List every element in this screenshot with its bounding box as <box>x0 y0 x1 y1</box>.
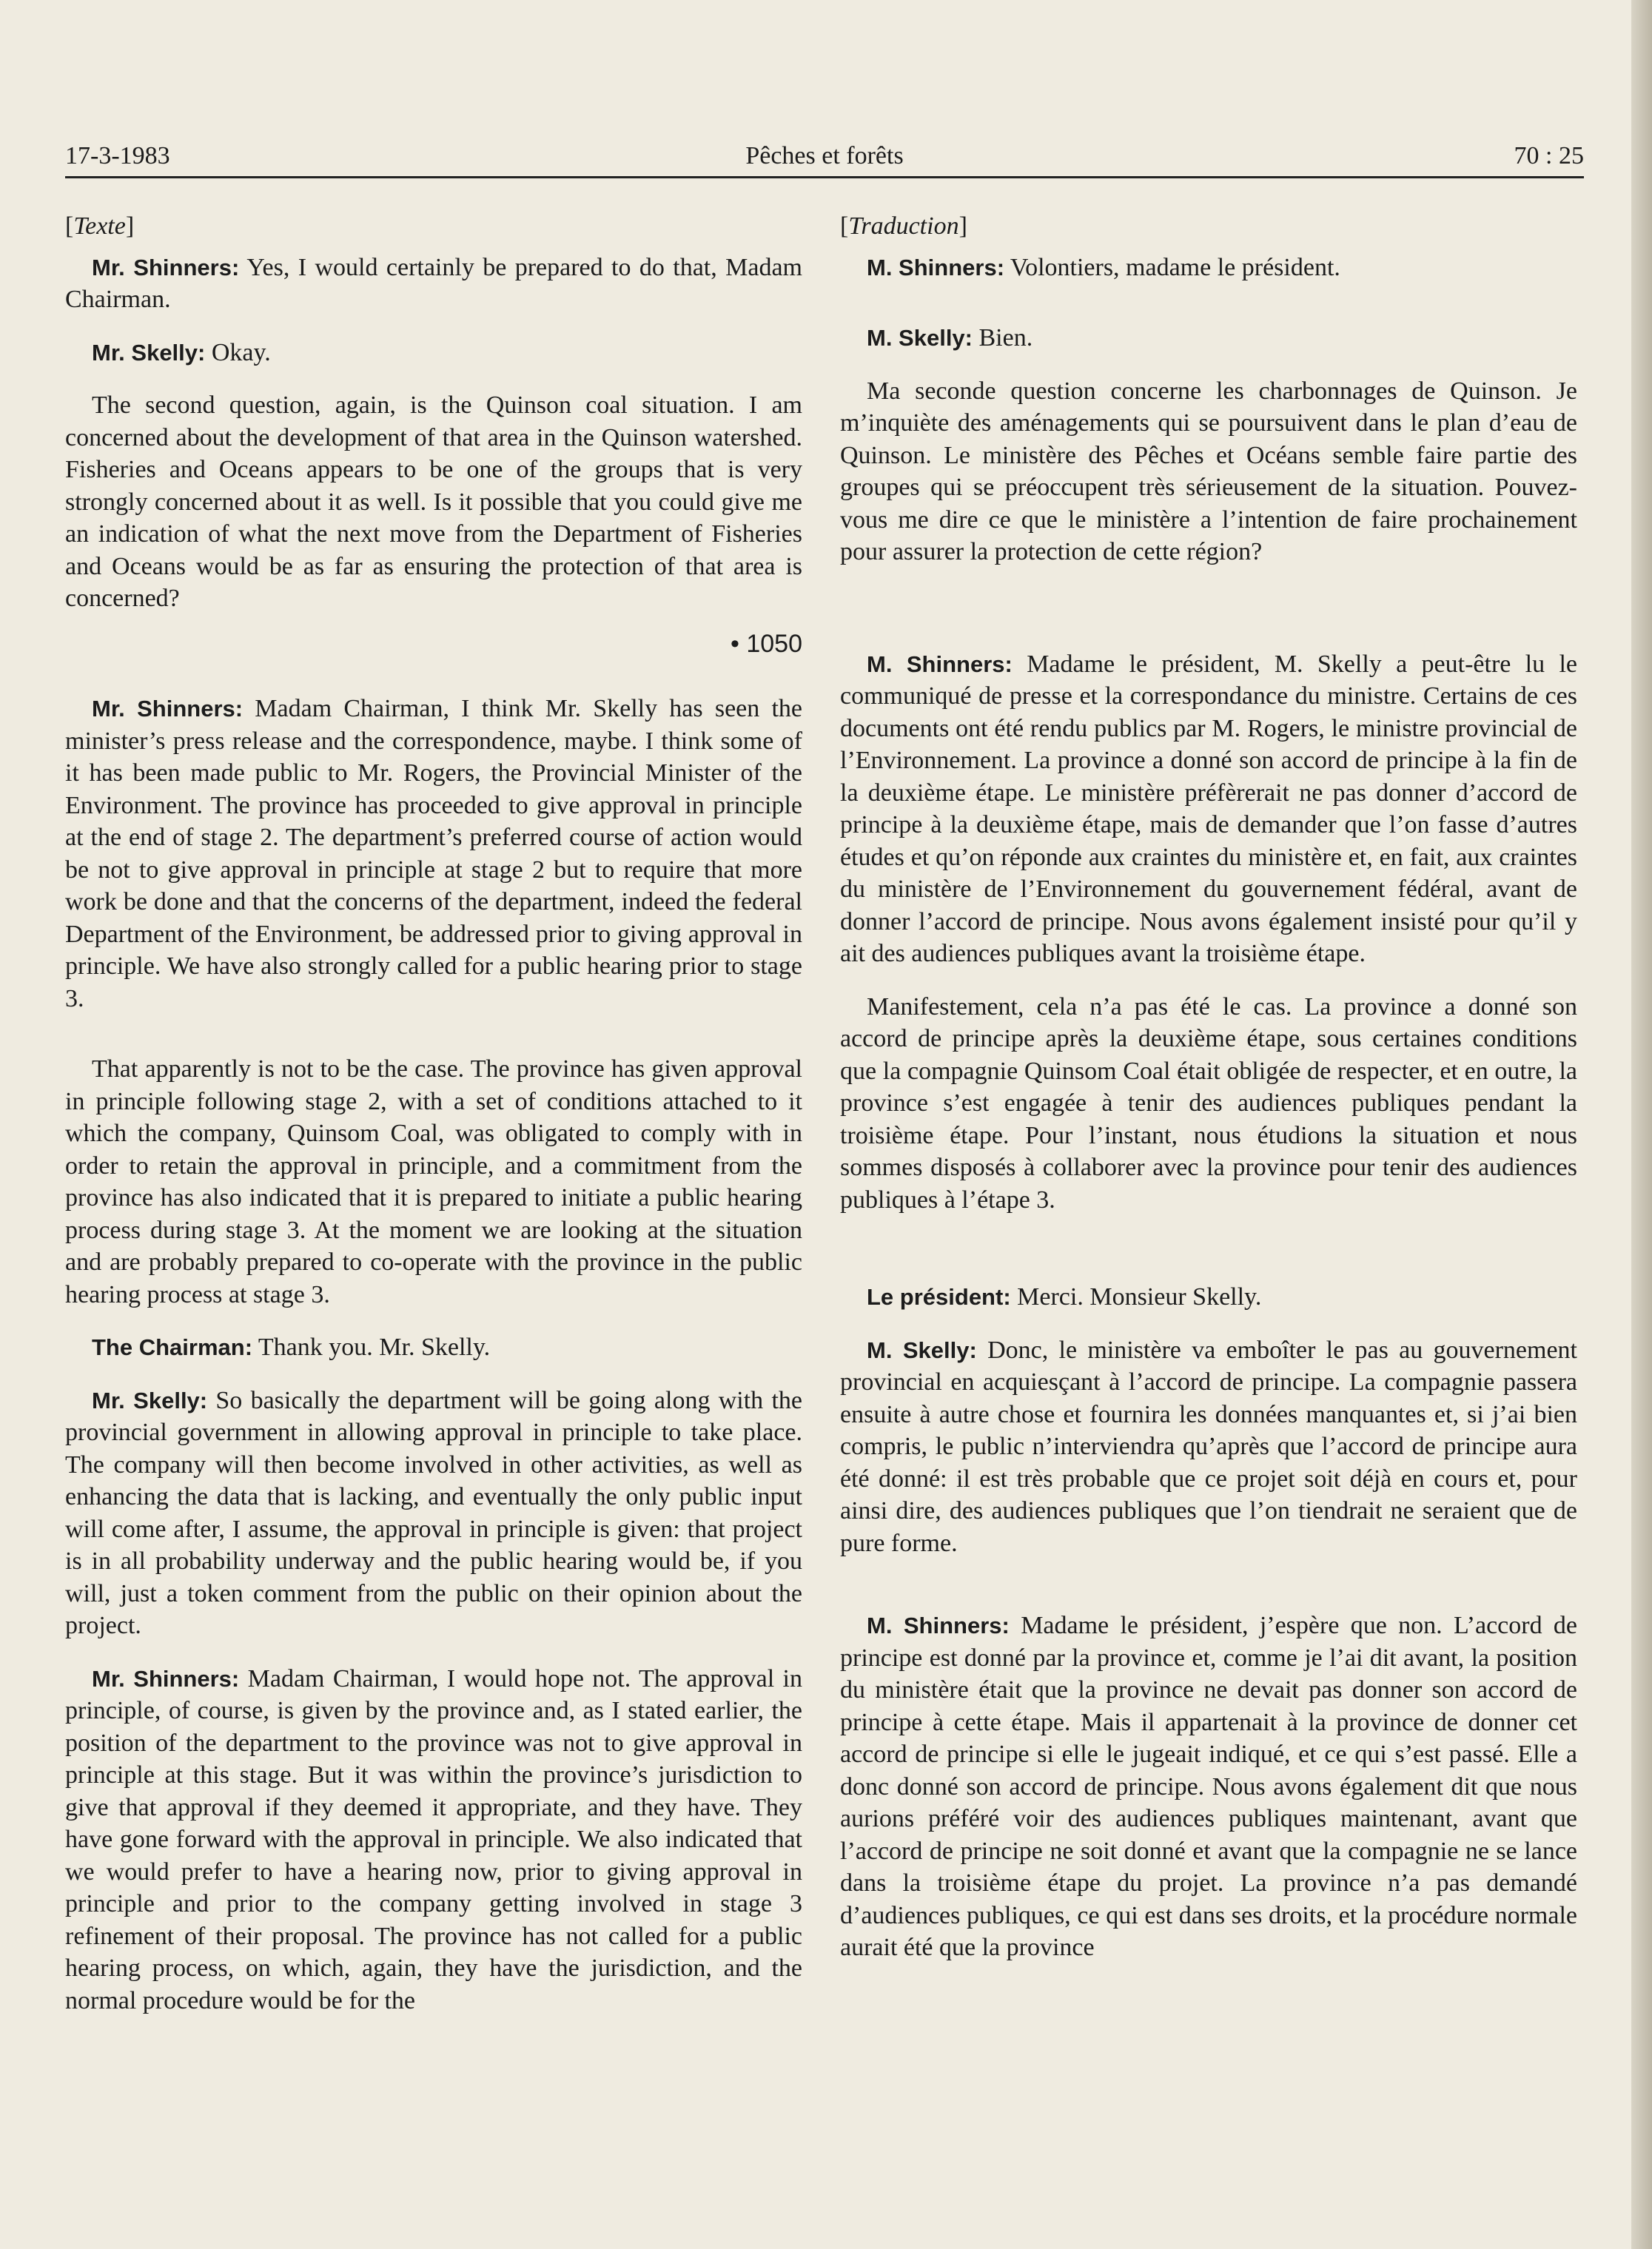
paragraph: Mr. Skelly: So basically the department will be going along with the provincial government in allowing approval in principle to take place. The company will then become involved in other activities, as well as enhancing the data that is lacking, and eventually the only public input will come after, I assume, the approval in principle is given: that project is in all probability underway and the public hearing would be, if you will, just a token comment from the public on their opinion about the project. <box>65 1386 802 1639</box>
paragraph: The second question, again, is the Quinson coal situation. I am concerned about the development of that area in the Quinson watershed. Fisheries and Oceans appears to be one of the groups that is very strongly concerned about it as well. Is it possible that you could give me an indication of what the next move from the Department of Fisheries and Oceans would be as far as ensuring the protection of that area is concerned? <box>65 391 802 612</box>
paragraph: M. Shinners: Volontiers, madame le président. <box>867 253 1340 281</box>
header-date: 17-3-1983 <box>65 142 170 169</box>
paragraph: Ma seconde question concerne les charbonnages de Quinson. Je m’inquiète des aménagements qui se poursuivent dans le plan d’eau de Quinson. Le ministère des Pêches et Océans semble faire partie des groupes qui se préoccupent très sérieusement de la situation. Pouvez-vous me dire ce que le ministère a l’intention de faire prochainement pour assurer la protection de cette région? <box>840 377 1577 565</box>
section-label-right: [Traduction] <box>840 212 967 240</box>
paragraph: M. Shinners: Madame le président, j’espère que non. L’accord de principe est donné par la province et, comme je l’ai dit avant, la position du ministère était que la province ne devait pas donner son accord de principe à cette étape. Mais il appartenait à la province de donner cet accord de principe si elle le jugeait indiqué, et ce qui s’est passé. Elle a donc donné son accord de principe. Nous avons également dit que nous aurions préféré voir des audiences publiques maintenant, avant que l’accord de principe ne soit donné et avant que la compagnie ne se lance dans la troisième étape du projet. La province n’a pas demandé d’audiences publiques, ce qui est dans ses droits, et la procédure normale aurait été que la province <box>840 1612 1577 1961</box>
column-french <box>840 210 1577 1985</box>
paragraph: Mr. Skelly: Okay. <box>92 338 271 366</box>
paragraph: Manifestement, cela n’a pas été le cas. La province a donné son accord de principe après la deuxième étape, sous certaines conditions que la compagnie Quinsom Coal était obligée de respecter, et en outre, la province s’est engagée à tenir des audiences publiques pendant la troisième étape. Pour l’instant, nous étudions la situation et nous sommes disposés à collaborer avec la province pour tenir des audiences publiques à l’étape 3. <box>840 992 1577 1214</box>
paragraph: M. Skelly: Bien. <box>867 324 1033 352</box>
paragraph: Le président: Merci. Monsieur Skelly. <box>867 1283 1262 1311</box>
header-title: Pêches et forêts <box>745 142 904 169</box>
section-label-left: [Texte] <box>65 212 135 240</box>
paragraph: Mr. Shinners: Madam Chairman, I think Mr. Skelly has seen the minister’s press release and the correspondence, maybe. I think some of it has been made public to Mr. Rogers, the Provincial Minister of the Environment. The province has proceeded to give approval in principle at the end of stage 2. The department’s preferred course of action would be not to give approval in principle at stage 2 but to require that more work be done and that the concerns of the department, indeed the federal Department of the Environment, be addressed prior to giving approval in principle. We have also strongly called for a public hearing prior to stage 3. <box>65 695 802 1012</box>
paragraph: That apparently is not to be the case. The province has given approval in principle following stage 2, with a set of conditions attached to it which the company, Quinsom Coal, was obligated to comply with in order to retain the approval in principle, and a commitment from the province has also indicated that it is prepared to initiate a public hearing process during stage 3. At the moment we are looking at the situation and are probably prepared to co-operate with the province in the public hearing process at stage 3. <box>65 1055 802 1308</box>
header-page-number: 70 : 25 <box>1514 142 1584 169</box>
paragraph: M. Shinners: Madame le président, M. Skelly a peut-être lu le communiqué de presse et la correspondance du ministre. Certains de ces documents ont été rendu publics par M. Rogers, le ministre provincial de l’Environnement. La province a donné son accord de principe à la fin de la deuxième étape. Le ministère préfèrerait ne pas donner d’accord de principe à la deuxième étape, mais de demander que l’on fasse d’autres études et qu’on réponde aux craintes du ministère et, en fait, aux craintes du ministère de l’Environnement du gouvernement fédéral, avant de donner l’accord de principe. Nous avons également insisté pour qu’il y ait des audiences publiques avant la troisième étape. <box>840 650 1578 967</box>
paragraph: Mr. Shinners: Yes, I would certainly be prepared to do that, Madam Chairman. <box>65 253 802 313</box>
book-spine-edge <box>1631 0 1652 2249</box>
paragraph: The Chairman: Thank you. Mr. Skelly. <box>92 1334 491 1361</box>
paragraph: Mr. Shinners: Madam Chairman, I would hope not. The approval in principle, of course, is given by the province and, as I stated earlier, the position of the department to the province was not to give approval in principle at this stage. But it was within the province’s jurisdiction to give that approval if they deemed it appropriate, and they have. They have gone forward with the approval in principle. We also indicated that we would prefer to have a hearing now, prior to giving approval in principle and prior to the company getting involved in stage 3 refinement of their proposal. The province has not called for a public hearing process, on which, again, they have the jurisdiction, and the normal procedure would be for the <box>65 1664 803 2014</box>
paragraph: M. Skelly: Donc, le ministère va emboîter le pas au gouvernement provincial en acquiesçant à l’accord de principe. La compagnie passera ensuite à autre chose et fournira les données manquantes et, si j’ai bien compris, le public n’interviendra qu’après que l’accord de principe aura été donné: il est très probable que ce projet soit déjà en cours et, pour ainsi dire, des audiences publiques que l’on tiendrait ne seraient que de pure forme. <box>840 1336 1577 1557</box>
running-header <box>65 130 1584 178</box>
time-marker: • 1050 <box>731 629 802 658</box>
column-english <box>65 210 802 2037</box>
